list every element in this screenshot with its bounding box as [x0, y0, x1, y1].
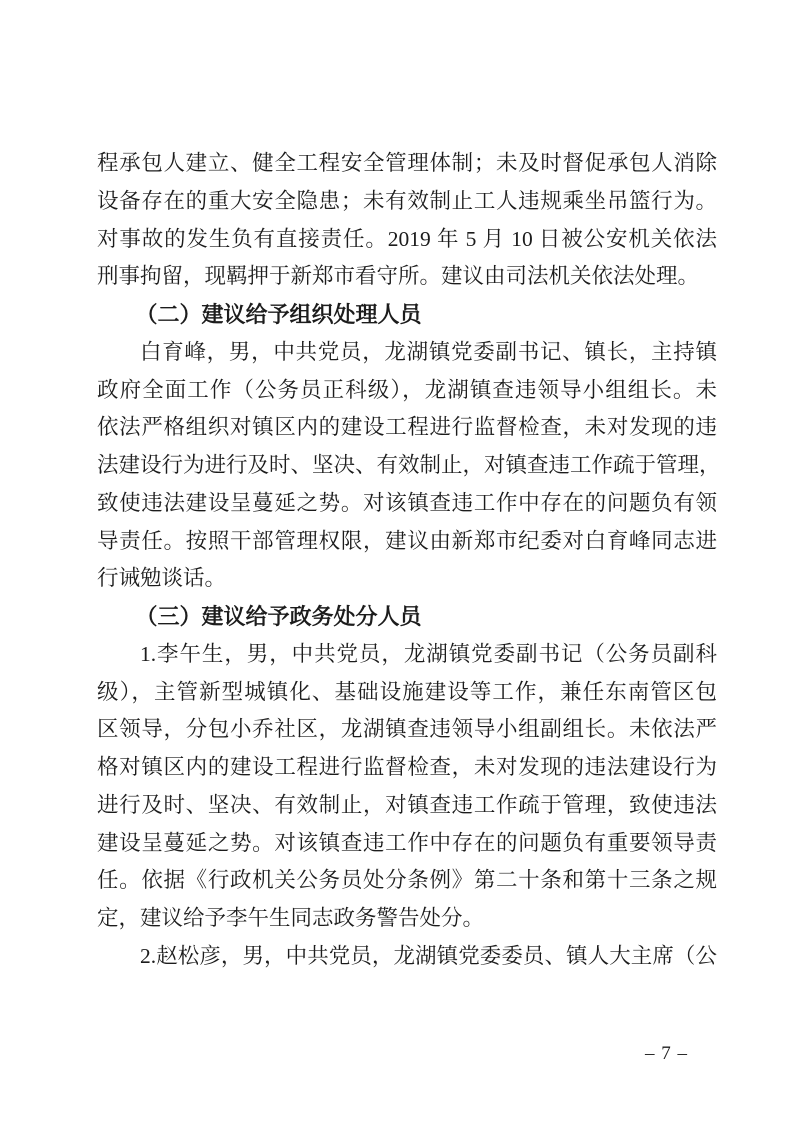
text-line: 白育峰，男，中共党员，龙湖镇党委副书记、镇长，主持镇	[140, 339, 717, 364]
text-line: 致使违法建设呈蔓延之势。对该镇查违工作中存在的问题负有领	[97, 490, 717, 515]
text-line: 法建设行为进行及时、坚决、有效制止，对镇查违工作疏于管理，	[97, 453, 721, 477]
page-number: – 7 –	[645, 1043, 688, 1064]
text-line: 导责任。按照干部管理权限，建议由新郑市纪委对白育峰同志进	[97, 528, 717, 553]
text-line: 进行及时、坚决、有效制止，对镇查违工作疏于管理，致使违法	[97, 792, 717, 817]
text-line: 2.赵松彦，男，中共党员，龙湖镇党委委员、镇人大主席（公	[140, 943, 717, 968]
text-line: 1.李午生，男，中共党员，龙湖镇党委副书记（公务员副科	[140, 641, 717, 666]
text-line: 定，建议给予李午生同志政务警告处分。	[97, 906, 485, 930]
text-line: 区领导，分包小乔社区，龙湖镇查违领导小组副组长。未依法严	[97, 717, 717, 742]
text-line: 设备存在的重大安全隐患；未有效制止工人违规乘坐吊篮行为。	[97, 188, 717, 213]
text-line: 政府全面工作（公务员正科级），龙湖镇查违领导小组组长。未	[97, 377, 717, 402]
text-line: 行诫勉谈话。	[97, 566, 227, 591]
text-body	[97, 145, 721, 976]
text-line: 依法严格组织对镇区内的建设工程进行监督检查，未对发现的违	[97, 415, 717, 440]
text-line: 对事故的发生负有直接责任。2019 年 5 月 10 日被公安机关依法	[97, 226, 717, 251]
text-line: 级），主管新型城镇化、基础设施建设等工作，兼任东南管区包	[97, 679, 717, 704]
section-heading: （二）建议给予组织处理人员	[135, 302, 422, 327]
text-line: 刑事拘留，现羁押于新郑市看守所。建议由司法机关依法处理。	[97, 264, 700, 289]
text-line: 程承包人建立、健全工程安全管理体制；未及时督促承包人消除	[97, 151, 717, 175]
text-line: 建设呈蔓延之势。对该镇查违工作中存在的问题负有重要领导责	[97, 830, 717, 855]
text-line: 任。依据《行政机关公务员处分条例》第二十条和第十三条之规	[97, 868, 717, 893]
text-line: 格对镇区内的建设工程进行监督检查，未对发现的违法建设行为	[97, 755, 717, 779]
section-heading: （三）建议给予政务处分人员	[135, 604, 422, 629]
